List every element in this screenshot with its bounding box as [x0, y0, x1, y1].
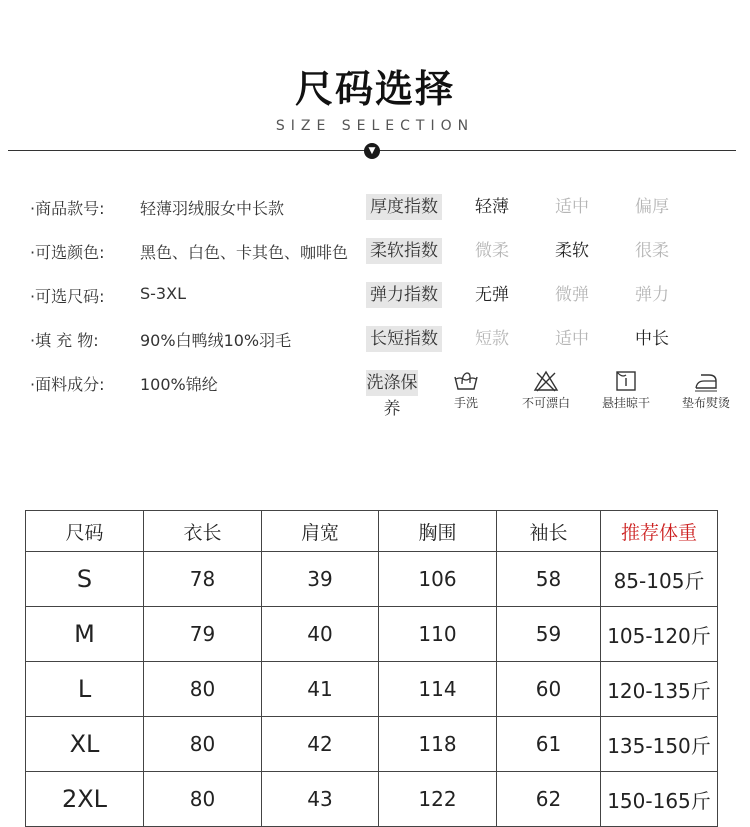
table-cell: 78 [144, 552, 262, 607]
size-table [25, 510, 718, 827]
table-cell: 42 [262, 717, 379, 772]
table-row [26, 717, 718, 772]
info-row-colors [30, 240, 360, 284]
info-value: S-3XL [140, 284, 186, 303]
care-item-hang-dry [586, 370, 666, 411]
column-header: 胸围 [379, 511, 497, 552]
table-cell: 61 [497, 717, 601, 772]
table-row [26, 607, 718, 662]
index-label: 洗涤保养 [366, 370, 418, 396]
no-bleach-icon [533, 370, 559, 392]
table-cell: 85-105斤 [601, 552, 718, 607]
index-row-thickness [366, 194, 746, 238]
info-row-fabric [30, 372, 360, 416]
index-option: 微柔 [475, 241, 509, 261]
table-cell: 114 [379, 662, 497, 717]
info-row-style-no [30, 196, 360, 240]
table-cell: 39 [262, 552, 379, 607]
table-cell: 105-120斤 [601, 607, 718, 662]
index-option: 微弹 [555, 285, 589, 305]
info-value: 轻薄羽绒服女中长款 [140, 199, 285, 218]
care-item-iron [666, 370, 746, 411]
info-row-sizes [30, 284, 360, 328]
table-cell: 106 [379, 552, 497, 607]
index-option: 适中 [555, 197, 589, 217]
index-label: 厚度指数 [366, 194, 442, 220]
table-row [26, 552, 718, 607]
table-cell: 59 [497, 607, 601, 662]
index-option: 无弹 [475, 285, 509, 305]
column-header-recommended-weight: 推荐体重 [601, 511, 718, 552]
info-label: ·填 充 物: [30, 331, 99, 350]
index-row-care [366, 370, 746, 419]
index-option: 偏厚 [635, 197, 669, 217]
table-cell-size: L [26, 662, 144, 717]
info-label: ·可选尺码: [30, 287, 105, 306]
hand-wash-icon [453, 370, 479, 392]
table-cell: 62 [497, 772, 601, 827]
page-title: 尺码选择 [294, 67, 455, 111]
page-subtitle: SIZE SELECTION [275, 118, 475, 134]
table-cell-size: S [26, 552, 144, 607]
product-info-list [30, 196, 360, 416]
table-cell: 150-165斤 [601, 772, 718, 827]
index-option: 中长 [635, 329, 669, 349]
column-header: 尺码 [26, 511, 144, 552]
table-cell: 80 [144, 662, 262, 717]
index-option: 轻薄 [475, 197, 509, 217]
index-grid [366, 194, 746, 419]
table-cell: 40 [262, 607, 379, 662]
care-label: 不可漂白 [521, 396, 570, 410]
column-header: 肩宽 [262, 511, 379, 552]
chevron-down-icon: ▼ [364, 143, 380, 159]
index-option: 适中 [555, 329, 589, 349]
care-item-hand-wash [426, 370, 506, 411]
table-cell-size: M [26, 607, 144, 662]
table-cell: 80 [144, 717, 262, 772]
table-cell: 58 [497, 552, 601, 607]
index-option: 弹力 [635, 285, 669, 305]
table-cell: 110 [379, 607, 497, 662]
index-option: 短款 [475, 329, 509, 349]
info-value: 100%锦纶 [140, 375, 218, 394]
table-cell: 135-150斤 [601, 717, 718, 772]
care-label: 手洗 [453, 396, 478, 410]
table-cell: 43 [262, 772, 379, 827]
info-label: ·面料成分: [30, 375, 105, 394]
column-header: 衣长 [144, 511, 262, 552]
index-option: 柔软 [555, 241, 589, 261]
table-cell-size: XL [26, 717, 144, 772]
table-cell: 79 [144, 607, 262, 662]
info-label: ·商品款号: [30, 199, 105, 218]
iron-with-cloth-icon [693, 370, 719, 392]
index-row-softness [366, 238, 746, 282]
index-label: 弹力指数 [366, 282, 442, 308]
table-cell: 41 [262, 662, 379, 717]
table-cell: 118 [379, 717, 497, 772]
index-option: 很柔 [635, 241, 669, 261]
index-row-length [366, 326, 746, 370]
info-value: 黑色、白色、卡其色、咖啡色 [140, 243, 349, 262]
table-cell: 120-135斤 [601, 662, 718, 717]
table-cell: 80 [144, 772, 262, 827]
table-row [26, 662, 718, 717]
index-row-elasticity [366, 282, 746, 326]
table-cell: 60 [497, 662, 601, 717]
hang-dry-icon [613, 370, 639, 392]
table-row [26, 772, 718, 827]
index-label: 长短指数 [366, 326, 442, 352]
care-item-no-bleach [506, 370, 586, 411]
info-label: ·可选颜色: [30, 243, 105, 262]
care-label: 垫布熨烫 [681, 396, 730, 410]
table-cell: 122 [379, 772, 497, 827]
table-header-row [26, 511, 718, 552]
table-cell-size: 2XL [26, 772, 144, 827]
column-header: 袖长 [497, 511, 601, 552]
care-icons [426, 370, 746, 411]
care-label: 悬挂晾干 [601, 396, 650, 410]
index-label: 柔软指数 [366, 238, 442, 264]
info-row-filling [30, 328, 360, 372]
info-value: 90%白鸭绒10%羽毛 [140, 331, 292, 350]
